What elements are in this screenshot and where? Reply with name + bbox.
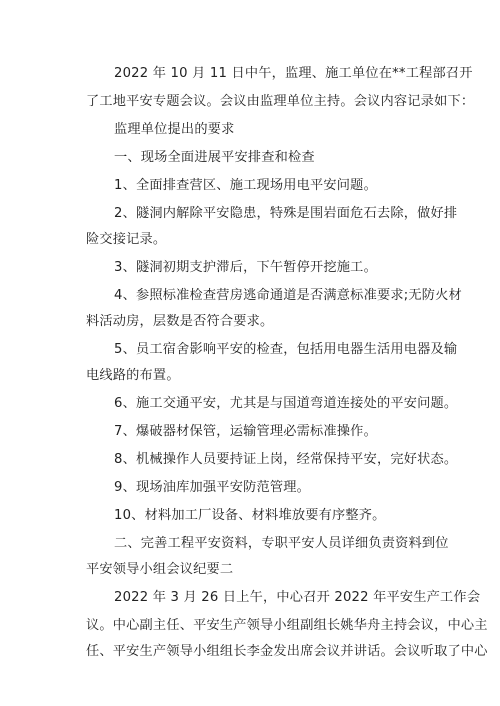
- paragraph-line: 了工地平安专题会议。会议由监理单位主持。会议内容记录如下：: [86, 94, 475, 109]
- section-heading: 监理单位提出的要求: [114, 122, 235, 137]
- list-item: 1、全面排查营区、施工现场用电平安问题。: [114, 178, 377, 193]
- list-item: 9、现场油库加强平安防范管理。: [114, 480, 311, 495]
- paragraph-line: 2022 年 10 月 11 日中午，监理、施工单位在**工程部召开: [114, 66, 473, 81]
- paragraph-line: 议。中心副主任、平安生产领导小组副组长姚华舟主持会议，中心主: [86, 618, 488, 633]
- list-item-continuation: 电线路的布置。: [86, 368, 180, 383]
- list-item: 8、机械操作人员要持证上岗，经常保持平安，完好状态。: [114, 452, 458, 467]
- list-item: 10、材料加工厂设备、材料堆放要有序整齐。: [114, 508, 386, 523]
- list-item: 5、员工宿舍影响平安的检查，包括用电器生活用电器及输: [114, 342, 458, 357]
- list-item: 3、隧洞初期支护滞后，下午暂停开挖施工。: [114, 260, 377, 275]
- list-item: 4、参照标准检查营房逃命通道是否满意标准要求;无防火材: [114, 288, 462, 303]
- list-item: 7、爆破器材保管，运输管理必需标准操作。: [114, 424, 377, 439]
- document-title: 平安领导小组会议纪要二: [86, 562, 234, 577]
- list-item: 2、隧洞内解除平安隐患，特殊是围岩面危石去除，做好排: [114, 206, 458, 221]
- list-item-continuation: 料活动房，层数是否符合要求。: [86, 314, 274, 329]
- section-heading: 一、现场全面进展平安排查和检查: [114, 150, 315, 165]
- paragraph-line: 2022 年 3 月 26 日上午，中心召开 2022 年平安生产工作会: [114, 590, 481, 605]
- section-heading: 二、完善工程平安资料，专职平安人员详细负责资料到位: [114, 536, 449, 551]
- list-item-continuation: 险交接记录。: [86, 232, 167, 247]
- paragraph-line: 任、平安生产领导小组组长李金发出席会议并讲话。会议听取了中心: [86, 644, 488, 659]
- list-item: 6、施工交通平安，尤其是与国道弯道连接处的平安问题。: [114, 396, 458, 411]
